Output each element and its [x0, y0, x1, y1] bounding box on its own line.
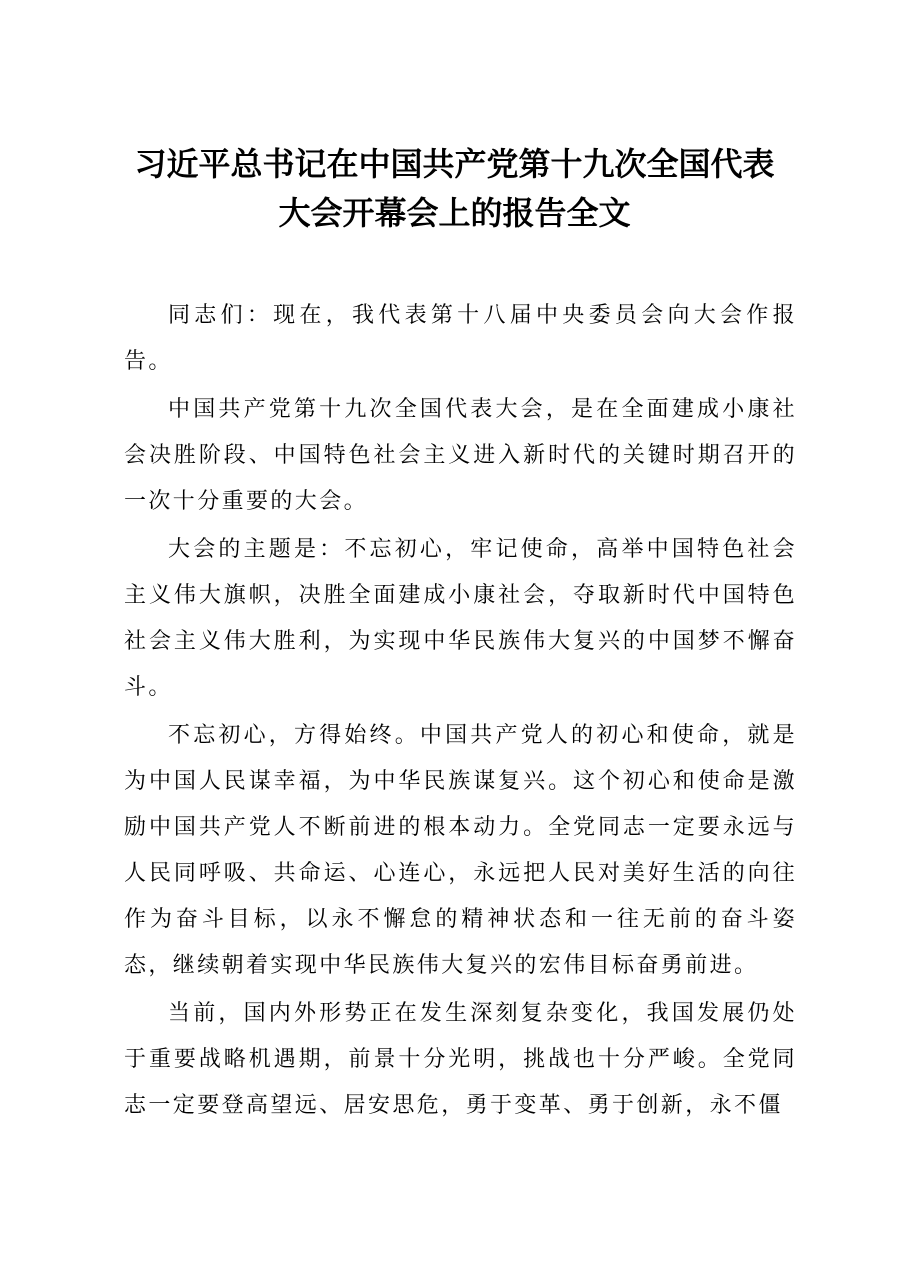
paragraph-1: 同志们：现在，我代表第十八届中央委员会向大会作报告。 [124, 303, 797, 374]
paragraph-2: 中国共产党第十九次全国代表大会，是在全面建成小康社会决胜阶段、中国特色社会主义进入新时代的关键时期召开的一次十分重要的大会。 [124, 397, 797, 514]
title-line-1: 习近平总书记在中国共产党第十九次全国代表 [134, 145, 775, 183]
document-title [100, 140, 809, 238]
paragraph-3: 大会的主题是：不忘初心，牢记使命，高举中国特色社会主义伟大旗帜，决胜全面建成小康社会，夺取新时代中国特色社会主义伟大胜利，为实现中华民族伟大复兴的中国梦不懈奋斗。 [124, 537, 797, 700]
paragraph-5: 当前，国内外形势正在发生深刻复杂变化，我国发展仍处于重要战略机遇期，前景十分光明，挑战也十分严峻。全党同志一定要登高望远、居安思危，勇于变革、勇于创新，永不僵 [124, 1001, 797, 1118]
document-body [124, 293, 797, 1131]
title-line-2: 大会开幕会上的报告全文 [278, 194, 631, 232]
paragraph-4: 不忘初心，方得始终。中国共产党人的初心和使命，就是为中国人民谋幸福，为中华民族谋复兴。这个初心和使命是激励中国共产党人不断前进的根本动力。全党同志一定要永远与人民同呼吸、共命运、心连心，永远把人民对美好生活的向往作为奋斗目标，以永不懈怠的精神状态和一往无前的奋斗姿态，继续朝着实现中华民族伟大复兴的宏伟目标奋勇前进。 [124, 723, 797, 978]
